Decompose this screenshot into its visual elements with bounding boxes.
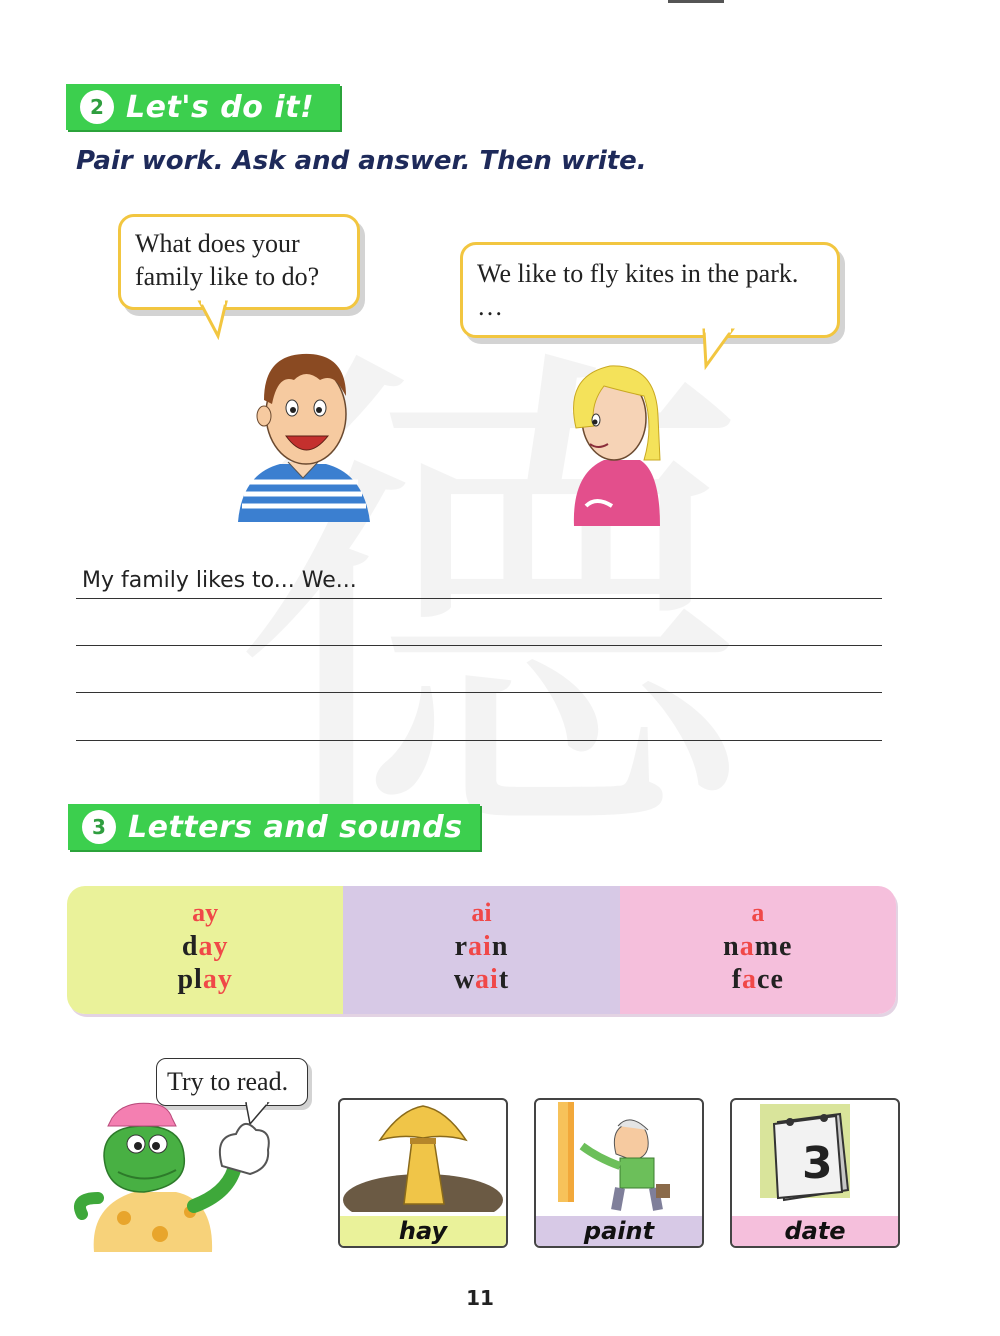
phonics-column [343, 886, 619, 1014]
question-text: What does your family like to do? [135, 229, 320, 291]
answer-text: We like to fly kites in the park. … [477, 259, 799, 321]
picture-card-paint [534, 1098, 704, 1248]
phonics-pattern: a [751, 898, 765, 927]
section-3-title: Letters and sounds [128, 809, 463, 845]
phonics-word: play [177, 964, 233, 995]
answer-bubble-tail [696, 328, 740, 372]
phonics-table [67, 886, 896, 1014]
question-bubble [118, 214, 360, 310]
section-2-banner [66, 84, 340, 130]
crocodile-mascot [64, 1096, 278, 1252]
writing-line-2[interactable] [76, 645, 882, 646]
section-3-banner [68, 804, 480, 850]
writing-line-4[interactable] [76, 740, 882, 741]
card-label-paint: paint [536, 1216, 702, 1246]
painter-picture [536, 1100, 702, 1212]
writing-prompt: My family likes to... We... [82, 568, 357, 593]
try-to-read-text: Try to read. [167, 1067, 289, 1096]
phonics-word: day [181, 931, 229, 962]
section-2-number: 2 [80, 90, 114, 124]
section-3-number: 3 [82, 810, 116, 844]
phonics-word: wait [453, 964, 510, 995]
card-label-hay: hay [340, 1216, 506, 1246]
calendar-picture [732, 1100, 898, 1212]
answer-bubble [460, 242, 840, 338]
card-label-date: date [732, 1216, 898, 1246]
section-2-title: Let's do it! [126, 89, 315, 125]
phonics-pattern: ai [471, 898, 492, 927]
page-number: 11 [466, 1286, 494, 1310]
writing-line-3[interactable] [76, 692, 882, 693]
haystack-picture [340, 1100, 506, 1212]
instruction-text: Pair work. Ask and answer. Then write. [76, 146, 647, 176]
phonics-word: face [731, 964, 784, 995]
phonics-column [620, 886, 896, 1014]
picture-card-hay [338, 1098, 508, 1248]
calendar-number: 3 [802, 1138, 833, 1189]
phonics-pattern: ay [192, 898, 219, 927]
girl-illustration [556, 356, 666, 528]
phonics-word: rain [454, 931, 509, 962]
picture-card-date [730, 1098, 900, 1248]
boy-illustration [228, 344, 378, 524]
top-edge-mark [668, 0, 724, 3]
phonics-column [67, 886, 343, 1014]
question-bubble-tail [196, 300, 236, 340]
writing-line-1[interactable] [76, 598, 882, 599]
phonics-word: name [723, 931, 793, 962]
